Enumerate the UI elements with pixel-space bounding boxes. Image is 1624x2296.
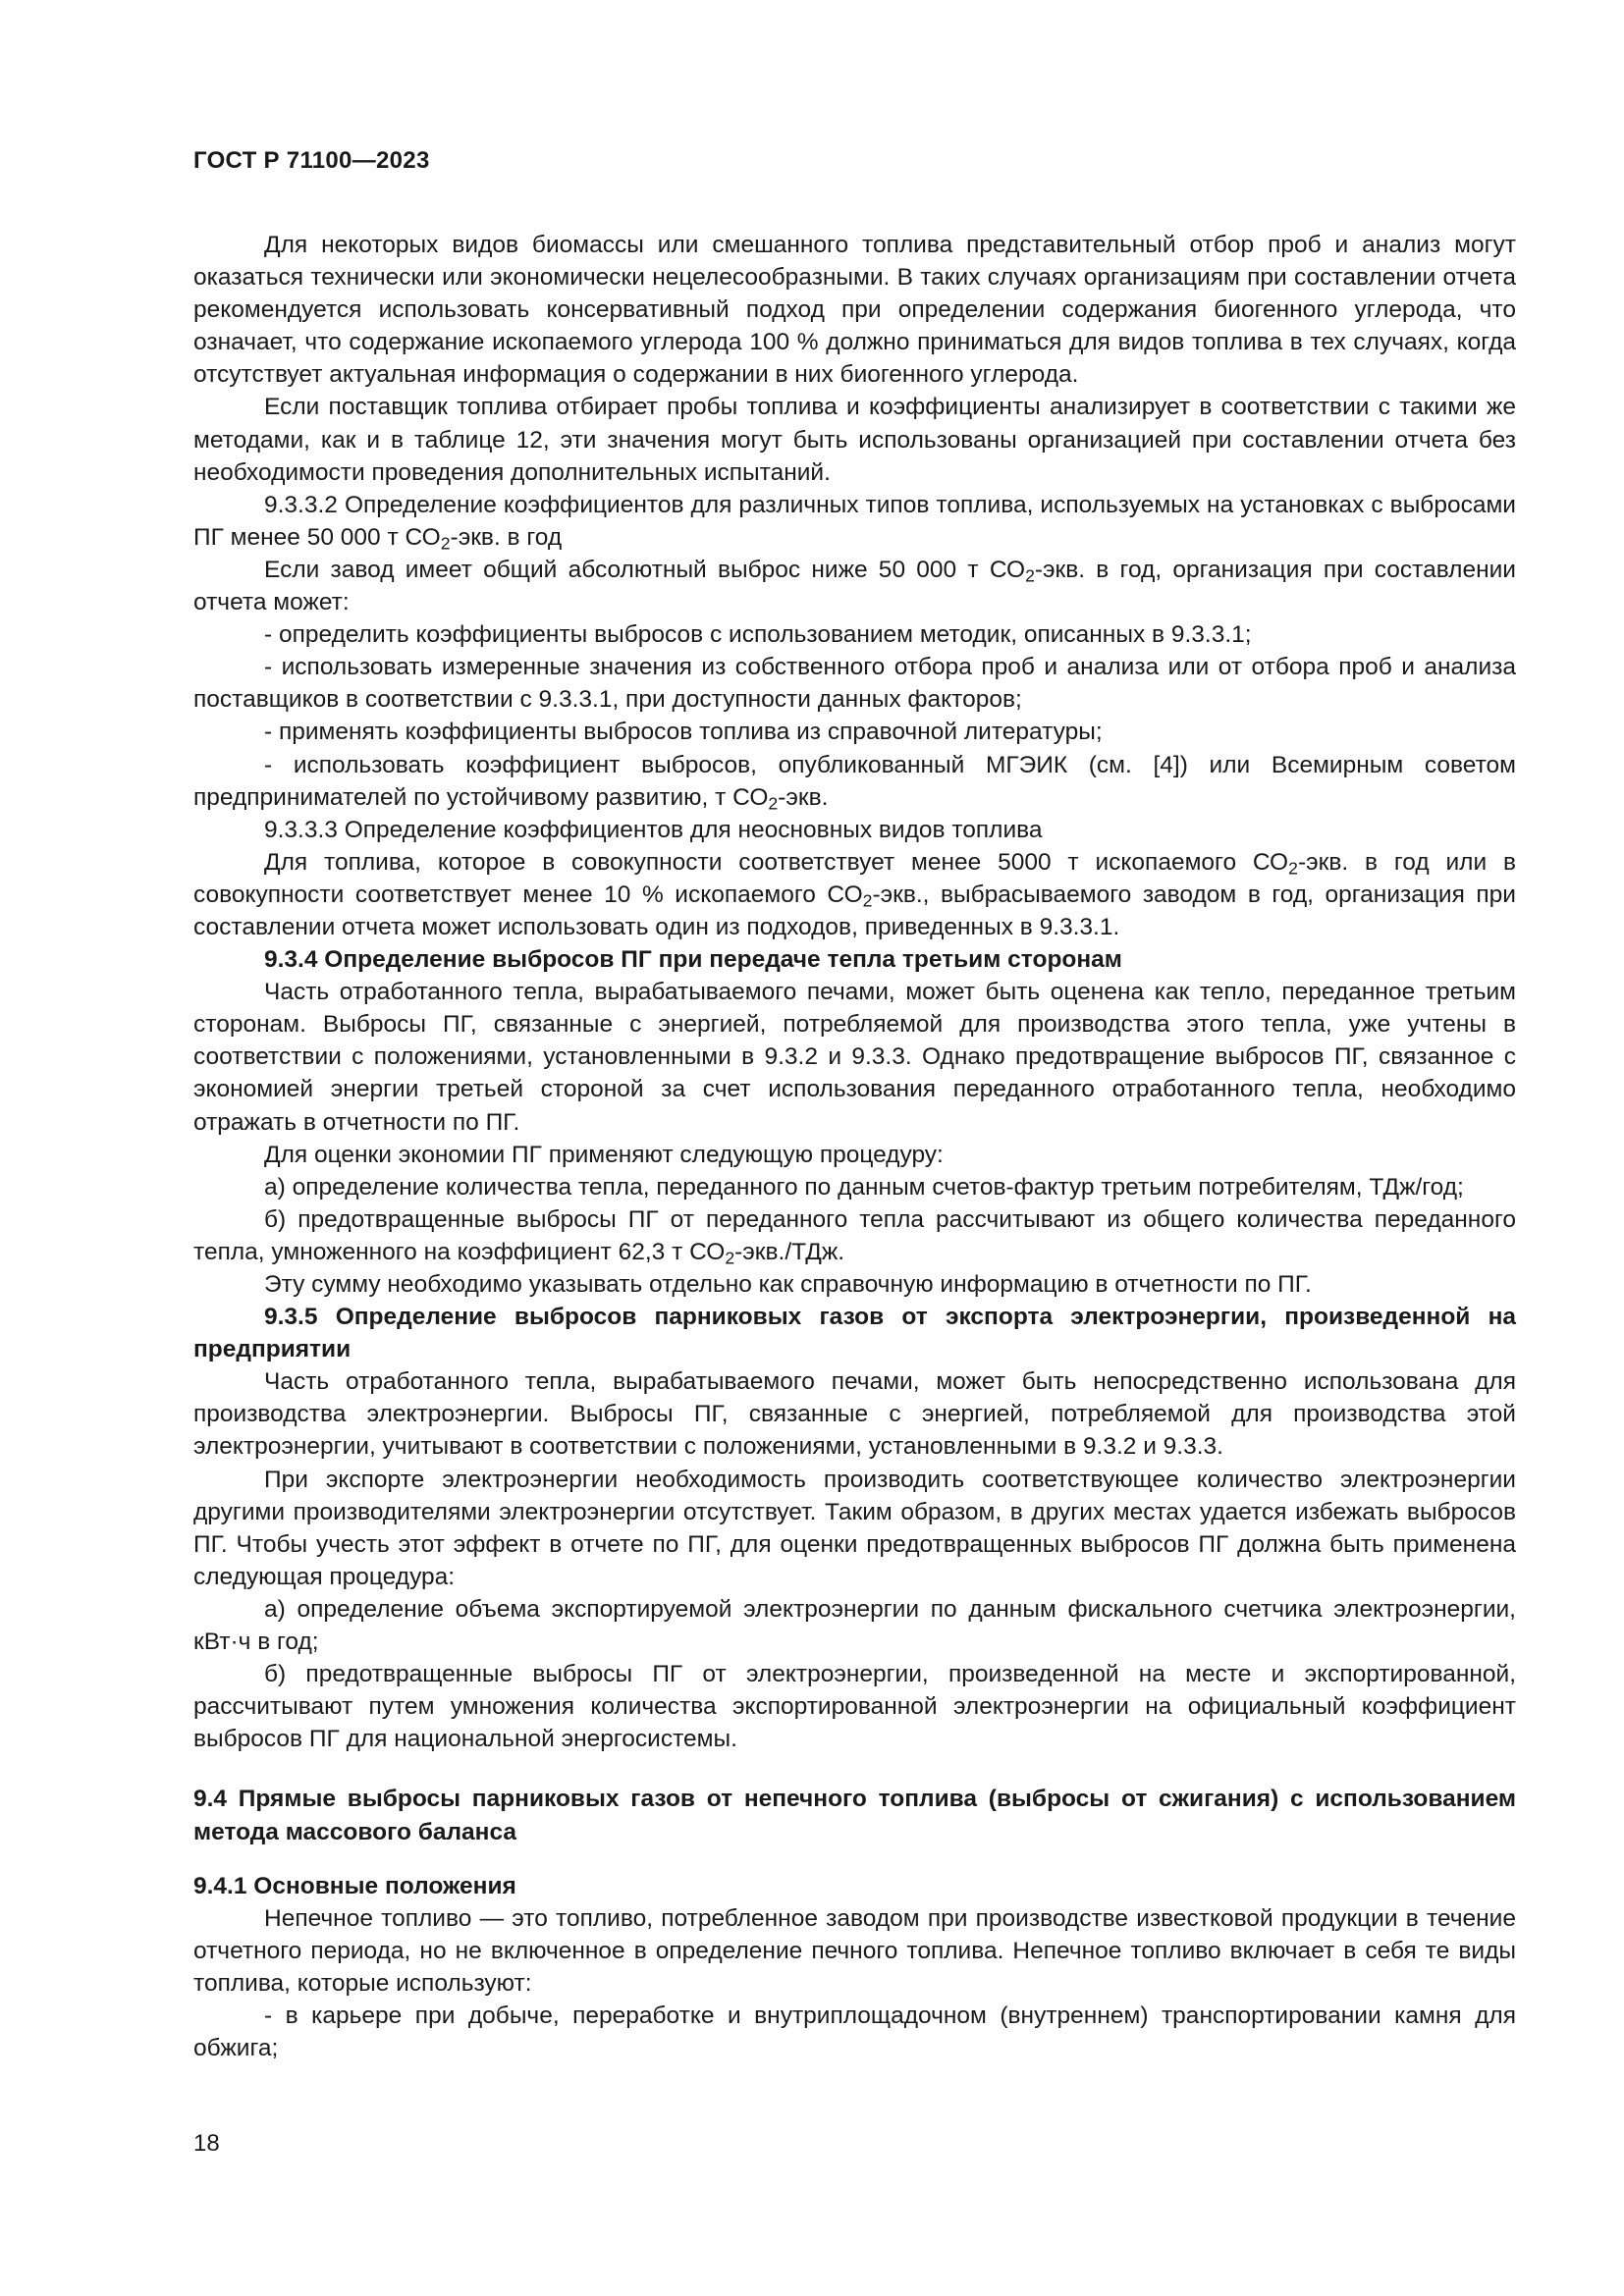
text-run: - использовать коэффициент выбросов, опубликованный МГЭИК (см. [4]) или Всемирным советом предпринимателей по устойчивому развитию, т СО [193, 751, 1516, 811]
paragraph [193, 554, 1516, 618]
text-run: -экв. в год, организация при составлении отчета может: [193, 556, 1516, 616]
list-item: а) определение объема экспортируемой электроэнергии по данным фискального счетчика электроэнергии, кВт·ч в год; [193, 1595, 1516, 1656]
subscript: 2 [725, 1248, 735, 1268]
paragraph: При экспорте электроэнергии необходимость производить соответствующее количество электроэнергии другими производителями электроэнергии отсутствует. Таким образом, в других местах удается избежать выбросов ПГ. Чтобы учесть этот эффект в отчете по ПГ, для оценки предотвращенных выбросов ПГ должна быть применена следующая процедура: [193, 1466, 1516, 1590]
paragraph: Для оценки экономии ПГ применяют следующую процедуру: [264, 1141, 944, 1168]
text-run: -экв./ТДж. [734, 1238, 845, 1265]
list-item: - использовать измеренные значения из собственного отбора проб и анализа или от отбора проб и анализа поставщиков в соответствии с 9.3.3.1, при доступности данных факторов; [193, 654, 1516, 714]
text-run: Если завод имеет общий абсолютный выброс ниже 50 000 т СО [264, 556, 1026, 583]
text-run: -экв. в год или в совокупности соответствует менее 10 % ископаемого СО [193, 848, 1516, 908]
subsection-heading-9-3-3-2 [193, 489, 1516, 554]
subsection-heading-9-3-4: 9.3.4 Определение выбросов ПГ при передаче тепла третьим сторонам [264, 946, 1122, 974]
subsection-heading-9-4-1: 9.4.1 Основные положения [193, 1872, 516, 1899]
paragraph: Часть отработанного тепла, вырабатываемого печами, может быть оценена как тепло, переданное третьим сторонам. Выбросы ПГ, связанные с энергией, потребляемой для производства этого тепла, уже учтены в соответствии с положениями, установленными в 9.3.2 и 9.3.3. Однако предотвращение выбросов ПГ, связанное с экономией энергии третьей стороной за счет использования переданного отработанного тепла, необходимо отражать в отчетности по ПГ. [193, 979, 1516, 1136]
subscript: 2 [1025, 565, 1035, 586]
list-item [193, 749, 1516, 814]
paragraph: Для некоторых видов биомассы или смешанного топлива представительный отбор проб и анализ могут оказаться технически или экономически нецелесообразными. В таких случаях организациям при составлении отчета рекомендуется использовать консервативный подход при определении содержания биогенного углерода, что означает, что содержание ископаемого углерода 100 % должно приниматься для видов топлива в тех случаях, когда отсутствует актуальная информация о содержании в них биогенного углерода. [193, 232, 1516, 389]
list-item: б) предотвращенные выбросы ПГ от электроэнергии, произведенной на месте и экспортированной, рассчитывают путем умножения количества экспортированной электроэнергии на официальный коэффициент выбросов ПГ для национальной энергосистемы. [193, 1661, 1516, 1753]
paragraph: Непечное топливо — это топливо, потребленное заводом при производстве известковой продукции в течение отчетного периода, но не включенное в определение печного топлива. Непечное топливо включает в себя те виды топлива, которые используют: [193, 1904, 1516, 1997]
list-item: - в карьере при добыче, переработке и внутриплощадочном (внутреннем) транспортировании камня для обжига; [193, 2002, 1516, 2062]
paragraph: Эту сумму необходимо указывать отдельно как справочную информацию в отчетности по ПГ. [264, 1271, 1312, 1298]
document-header: ГОСТ Р 71100—2023 [193, 147, 430, 174]
text-run: б) предотвращенные выбросы ПГ от переданного тепла рассчитывают из общего количества переданного тепла, умноженного на коэффициент 62,3 т СО [193, 1205, 1516, 1265]
page-number: 18 [193, 2130, 220, 2157]
section-heading-9-4: 9.4 Прямые выбросы парниковых газов от непечного топлива (выбросы от сжигания) с использованием метода массового баланса [193, 1786, 1516, 1845]
list-item [193, 1203, 1516, 1268]
text-run: -экв. [778, 783, 829, 811]
subscript: 2 [768, 793, 779, 813]
list-item: - применять коэффициенты выбросов топлива из справочной литературы; [264, 719, 1103, 746]
text-run: -экв. в год [450, 523, 563, 551]
paragraph: Часть отработанного тепла, вырабатываемого печами, может быть непосредственно использована для производства электроэнергии. Выбросы ПГ, связанные с энергией, потребляемой для производства этой электроэнергии, учитывают в соответствии с положениями, установленными в 9.3.2 и 9.3.3. [193, 1368, 1516, 1461]
text-run: 9.3.3.2 Определение коэффициентов для различных типов топлива, используемых на установках с выбросами ПГ менее 50 000 т СО [193, 491, 1516, 551]
list-item: - определить коэффициенты выбросов с использованием методик, описанных в 9.3.3.1; [264, 621, 1252, 649]
subscript: 2 [862, 890, 873, 911]
document-body [193, 229, 1516, 2064]
subscript: 2 [440, 533, 451, 554]
text-run: -экв., выбрасываемого заводом в год, организация при составлении отчета может использовать один из подходов, приведенных в 9.3.3.1. [193, 881, 1516, 940]
paragraph: Если поставщик топлива отбирает пробы топлива и коэффициенты анализирует в соответствии с такими же методами, как и в таблице 12, эти значения могут быть использованы организацией при составлении отчета без необходимости проведения дополнительных испытаний. [193, 394, 1516, 486]
subscript: 2 [1288, 858, 1298, 879]
paragraph [193, 846, 1516, 943]
subsection-heading-9-3-3-3: 9.3.3.3 Определение коэффициентов для неосновных видов топлива [264, 816, 1043, 843]
text-run: Для топлива, которое в совокупности соответствует менее 5000 т ископаемого СО [264, 848, 1289, 876]
list-item: а) определение количества тепла, переданного по данным счетов-фактур третьим потребителям, ТДж/год; [264, 1173, 1464, 1201]
subsection-heading-9-3-5: 9.3.5 Определение выбросов парниковых газов от экспорта электроэнергии, произведенной на предприятии [193, 1304, 1516, 1363]
